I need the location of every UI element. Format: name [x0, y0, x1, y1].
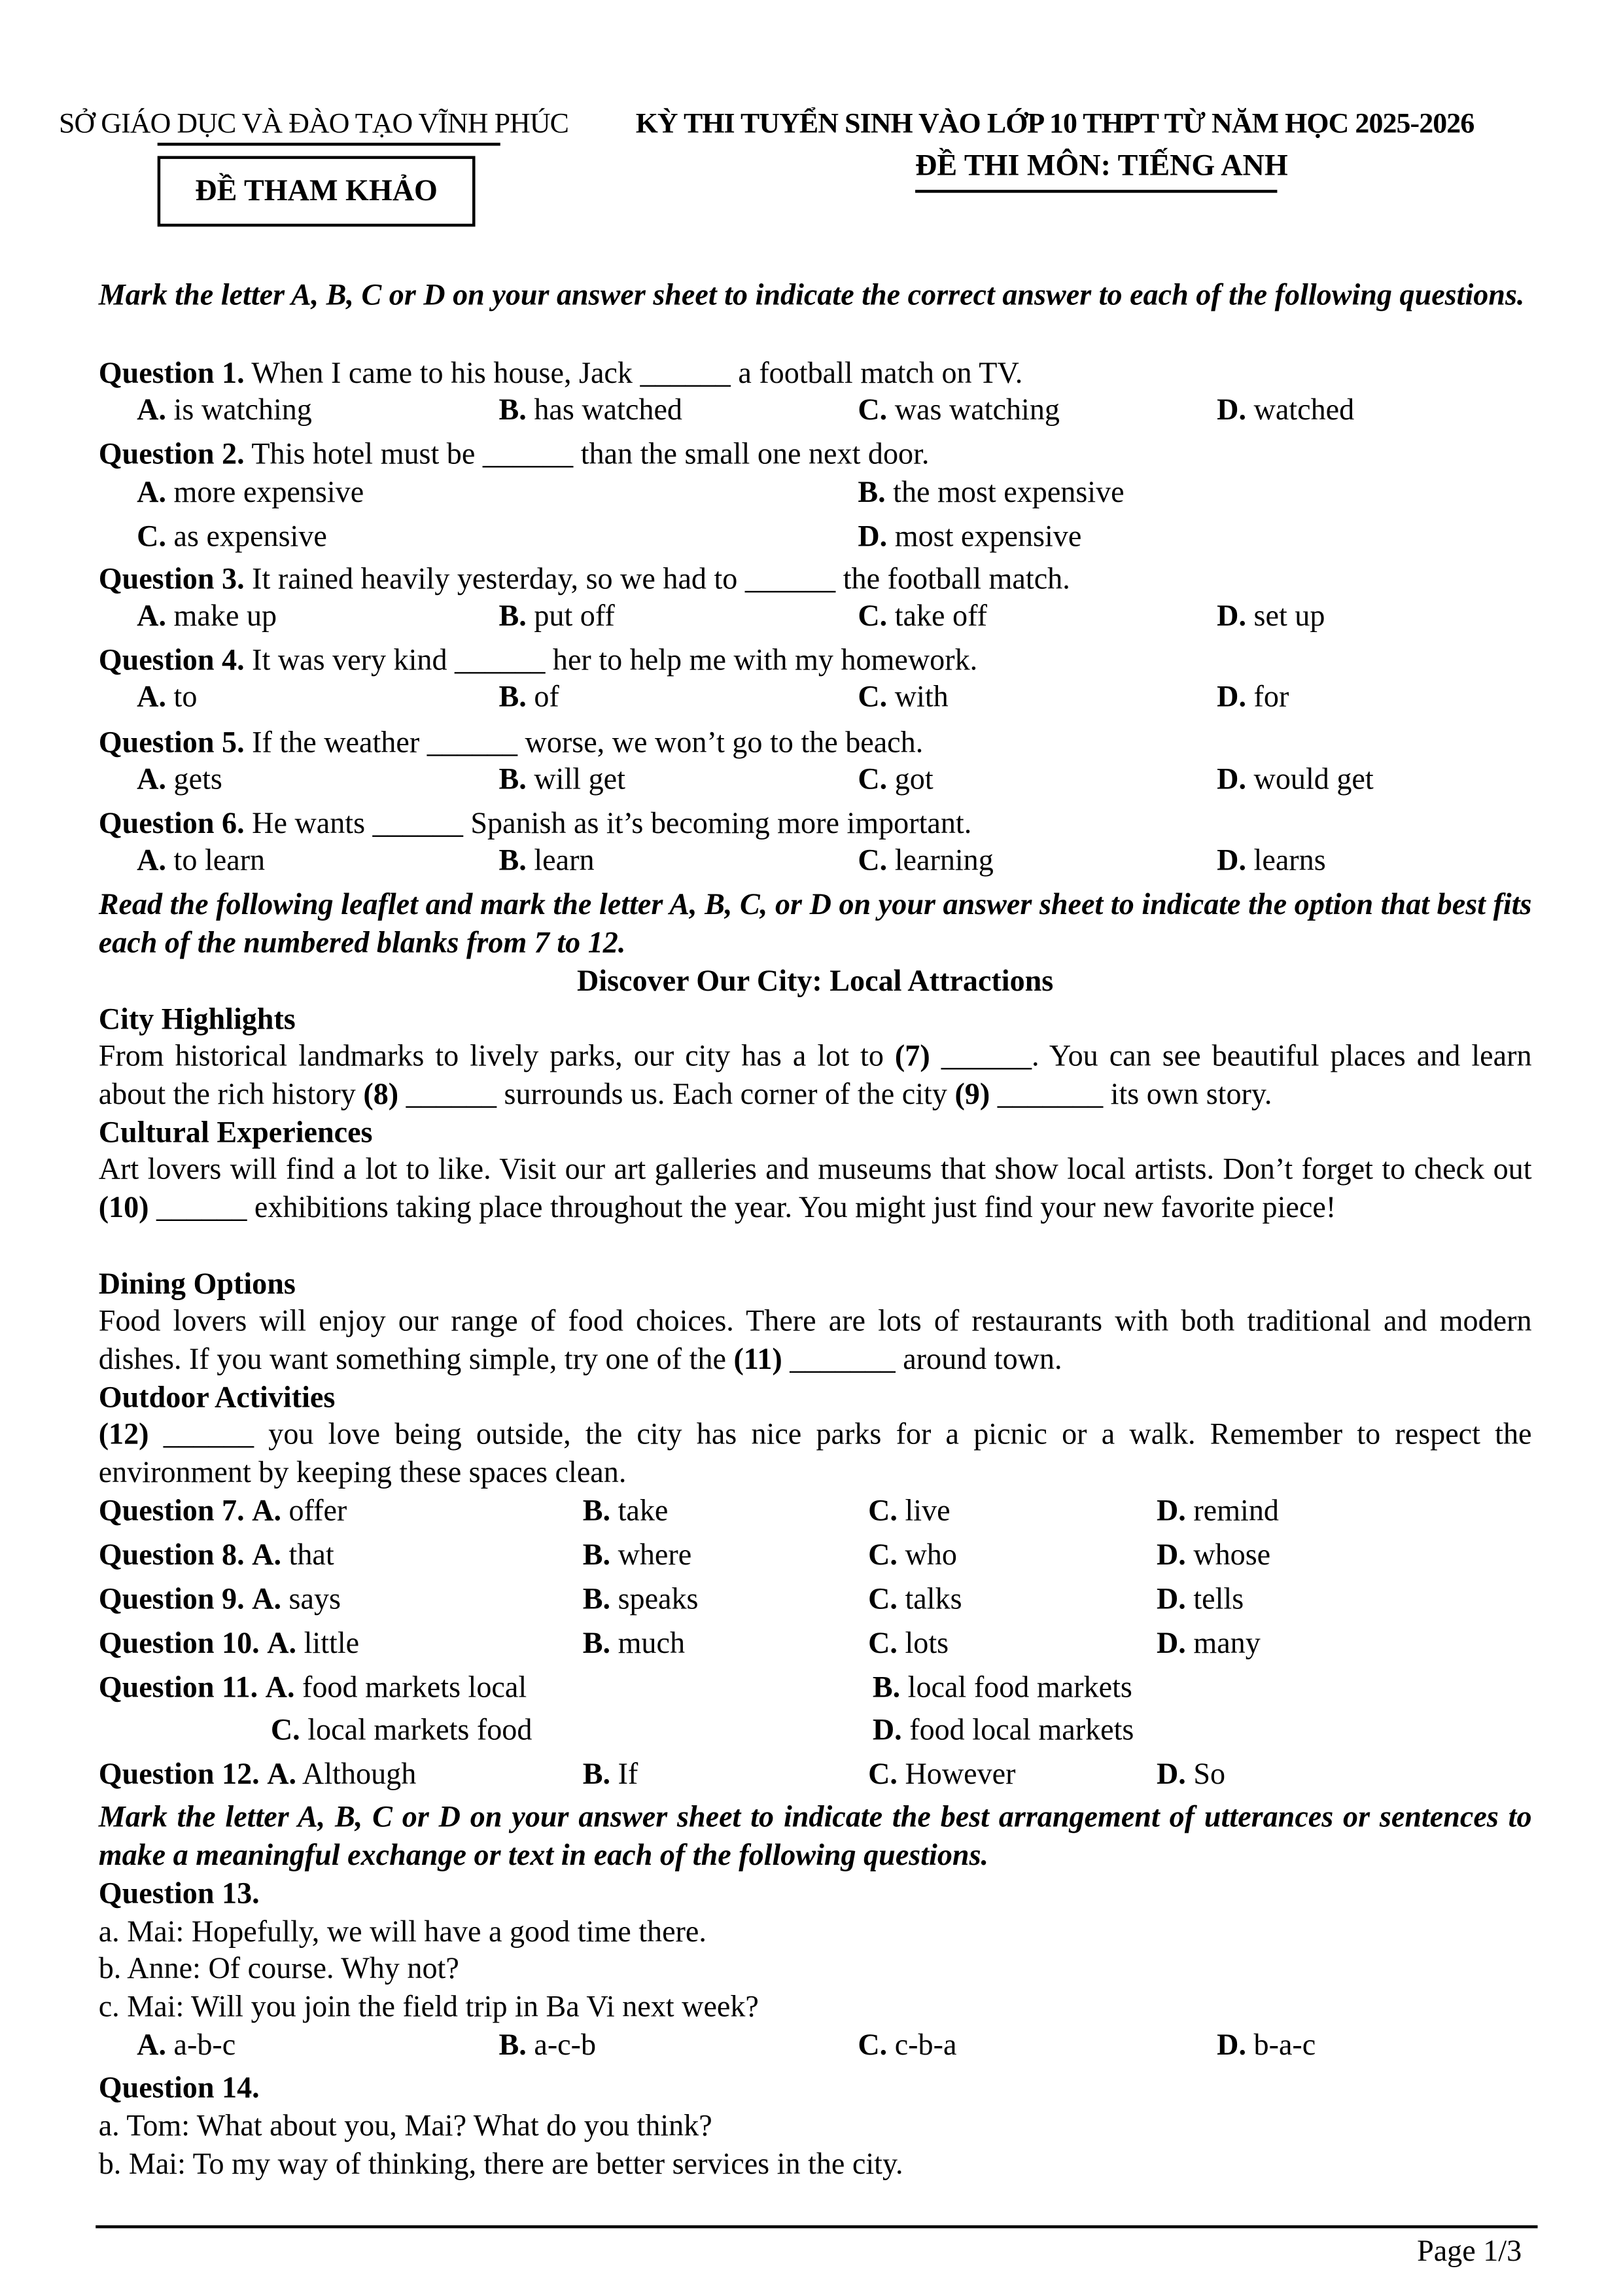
- option-letter: C.: [858, 764, 888, 796]
- option-text: the most expensive: [893, 476, 1125, 510]
- paragraph-outdoor: [99, 1417, 1532, 1493]
- option-b[interactable]: [499, 393, 682, 429]
- question-14-label: Question 14.: [98, 2072, 260, 2105]
- section3-instruction: Mark the letter A, B, C or D on your answer sheet to indicate the best arrangement of utterances or sentences to make a meaningful exchange or text in each of the following questions.: [98, 1801, 1532, 1872]
- option-text: who: [905, 1539, 957, 1572]
- reference-badge: [158, 156, 476, 226]
- text: Food lovers will enjoy our range of food choices. There are lots of restaurants with both traditional and modern dishes. If you want something simple, try one of the: [98, 1305, 1532, 1376]
- option-text: put off: [534, 600, 615, 633]
- option-text: would get: [1253, 764, 1374, 796]
- question-label: Question 11.: [98, 1672, 258, 1704]
- option-letter: D.: [1217, 764, 1247, 796]
- option-letter: C.: [868, 1539, 898, 1572]
- option-c[interactable]: [868, 1626, 949, 1661]
- option-b[interactable]: [858, 476, 1124, 511]
- option-letter: D.: [1217, 2029, 1247, 2062]
- option-text: is watching: [173, 394, 312, 427]
- question-stem: He wants ______ Spanish as it’s becoming more important.: [252, 807, 972, 841]
- option-a[interactable]: [137, 476, 364, 511]
- option-c[interactable]: [858, 843, 993, 879]
- question-label: Question 6.: [98, 807, 245, 841]
- question-1: [99, 356, 1023, 391]
- option-text: food local markets: [909, 1714, 1134, 1747]
- reference-label: ĐỀ THAM KHẢO: [195, 175, 438, 208]
- question-8[interactable]: [99, 1538, 334, 1574]
- option-text: watched: [1253, 394, 1355, 427]
- heading-city-highlights: City Highlights: [98, 1004, 296, 1036]
- option-letter: B.: [582, 1758, 611, 1792]
- question-stem: It rained heavily yesterday, so we had to ______ the football match.: [252, 563, 1070, 596]
- utterance: a. Mai: Hopefully, we will have a good time there.: [98, 1916, 707, 1949]
- option-b[interactable]: [499, 680, 559, 715]
- option-text: remind: [1193, 1495, 1279, 1528]
- option-d[interactable]: [1157, 1757, 1225, 1793]
- option-letter: B.: [582, 1539, 611, 1572]
- option-text: with: [894, 681, 949, 714]
- option-a[interactable]: [137, 680, 197, 715]
- option-letter: A.: [252, 1539, 282, 1572]
- option-b[interactable]: [499, 2028, 597, 2064]
- option-text: live: [905, 1495, 951, 1528]
- option-text: make up: [173, 600, 277, 633]
- question-3: [99, 562, 1070, 597]
- option-b[interactable]: [499, 843, 595, 879]
- question-5: [99, 726, 924, 761]
- option-letter: D.: [1156, 1627, 1186, 1661]
- option-letter: C.: [137, 521, 167, 554]
- paragraph-cultural: [99, 1152, 1532, 1228]
- option-letter: D.: [1217, 394, 1247, 427]
- option-text: b-a-c: [1253, 2029, 1316, 2062]
- section2-instruction: Read the following leaflet and mark the letter A, B, C, or D on your answer sheet to indicate the option that best fits each of the numbered blanks from 7 to 12.: [98, 889, 1532, 959]
- option-c[interactable]: [868, 1494, 951, 1529]
- text: ______. You can see beautiful places and learn about the rich history: [98, 1040, 1532, 1111]
- option-c[interactable]: [858, 599, 987, 634]
- option-letter: A.: [267, 1627, 297, 1661]
- question-4: [99, 643, 977, 679]
- option-text: many: [1193, 1627, 1261, 1661]
- option-text: learning: [894, 845, 994, 877]
- option-text: Although: [302, 1758, 417, 1792]
- question-label: Question 10.: [98, 1627, 260, 1661]
- question-2: [99, 437, 930, 472]
- option-text: got: [894, 764, 934, 796]
- option-text: a-b-c: [173, 2029, 236, 2062]
- option-text: for: [1253, 681, 1289, 714]
- option-letter: C.: [858, 2029, 888, 2062]
- option-letter: A.: [137, 764, 167, 796]
- option-text: If: [618, 1758, 638, 1792]
- option-d[interactable]: [858, 520, 1081, 555]
- utterance: b. Mai: To my way of thinking, there are better services in the city.: [98, 2148, 903, 2181]
- option-letter: C.: [868, 1583, 898, 1616]
- option-c[interactable]: [271, 1713, 532, 1748]
- question-label: Question 2.: [98, 438, 245, 471]
- option-b[interactable]: [583, 1757, 638, 1793]
- option-text: that: [288, 1539, 334, 1572]
- option-letter: A.: [137, 681, 167, 714]
- option-text: tells: [1193, 1583, 1244, 1616]
- question-label: Question 8.: [98, 1539, 245, 1572]
- option-text: more expensive: [173, 476, 364, 510]
- option-text: as expensive: [173, 521, 327, 554]
- option-letter: B.: [858, 476, 886, 510]
- question-stem: This hotel must be ______ than the small one next door.: [251, 438, 930, 471]
- question-stem: If the weather ______ worse, we won’t go to the beach.: [252, 727, 924, 760]
- option-text: most expensive: [894, 521, 1082, 554]
- option-text: So: [1193, 1758, 1226, 1792]
- option-letter: A.: [252, 1583, 282, 1616]
- question-label: Question 5.: [98, 727, 245, 760]
- option-d[interactable]: [1157, 1494, 1279, 1529]
- option-b[interactable]: [583, 1538, 692, 1574]
- option-d[interactable]: [873, 1713, 1134, 1748]
- option-letter: B.: [498, 600, 527, 633]
- option-d[interactable]: [1217, 393, 1354, 429]
- option-b[interactable]: [583, 1494, 669, 1529]
- option-letter: C.: [868, 1627, 898, 1661]
- text: From historical landmarks to lively parks, our city has a lot to: [98, 1040, 895, 1073]
- option-text: However: [905, 1758, 1016, 1792]
- text: ______ you love being outside, the city has nice parks for a picnic or a walk. Remember to respect the environment by keeping these spaces clean.: [98, 1419, 1532, 1489]
- option-letter: A.: [137, 2029, 167, 2062]
- option-text: will get: [534, 764, 625, 796]
- option-text: where: [618, 1539, 692, 1572]
- option-letter: B.: [582, 1627, 611, 1661]
- option-text: learns: [1253, 845, 1326, 877]
- question-11[interactable]: [99, 1670, 527, 1706]
- option-letter: B.: [582, 1583, 611, 1616]
- question-label: Question 4.: [98, 645, 245, 677]
- option-letter: A.: [137, 845, 167, 877]
- option-text: says: [288, 1583, 341, 1616]
- paragraph-city-highlights: [99, 1039, 1532, 1115]
- option-a[interactable]: [137, 599, 277, 634]
- option-a[interactable]: [137, 2028, 236, 2064]
- option-text: speaks: [618, 1583, 699, 1616]
- option-letter: A.: [137, 476, 167, 510]
- option-letter: D.: [1156, 1583, 1186, 1616]
- option-b[interactable]: [873, 1670, 1132, 1706]
- option-letter: A.: [267, 1758, 297, 1792]
- question-13-label: Question 13.: [98, 1878, 260, 1911]
- blank-number: (11): [733, 1343, 782, 1376]
- option-letter: A.: [137, 600, 167, 633]
- question-9[interactable]: [99, 1582, 341, 1617]
- heading-cultural: Cultural Experiences: [98, 1117, 373, 1150]
- option-letter: A.: [137, 394, 167, 427]
- utterance: b. Anne: Of course. Why not?: [98, 1952, 459, 1986]
- option-letter: A.: [265, 1672, 295, 1704]
- option-a[interactable]: [137, 393, 312, 429]
- question-label: Question 1.: [98, 357, 245, 391]
- option-letter: D.: [1217, 845, 1247, 877]
- option-c[interactable]: [858, 680, 948, 715]
- option-c[interactable]: [858, 762, 933, 798]
- subject-title: ĐỀ THI MÔN: TIẾNG ANH: [915, 150, 1288, 183]
- option-b[interactable]: [583, 1582, 699, 1617]
- department-name: SỞ GIÁO DỤC VÀ ĐÀO TẠO VĨNH PHÚC: [58, 109, 569, 140]
- option-letter: B.: [498, 2029, 527, 2062]
- option-letter: B.: [498, 394, 527, 427]
- option-letter: B.: [498, 845, 527, 877]
- exam-title: KỲ THI TUYỂN SINH VÀO LỚP 10 THPT TỪ NĂM HỌC 2025-2026: [635, 109, 1475, 140]
- option-c[interactable]: [858, 393, 1060, 429]
- option-b[interactable]: [583, 1626, 685, 1661]
- option-text: was watching: [894, 394, 1060, 427]
- question-12[interactable]: [99, 1757, 417, 1793]
- question-7[interactable]: [99, 1494, 347, 1529]
- option-text: set up: [1253, 600, 1325, 633]
- question-stem: It was very kind ______ her to help me with my homework.: [252, 645, 978, 677]
- option-c[interactable]: [137, 520, 327, 555]
- option-a[interactable]: [137, 762, 222, 798]
- paragraph-dining: [99, 1304, 1532, 1380]
- question-stem: When I came to his house, Jack ______ a football match on TV.: [251, 357, 1023, 391]
- option-text: take: [618, 1495, 669, 1528]
- option-text: c-b-a: [894, 2029, 957, 2062]
- option-letter: B.: [498, 764, 527, 796]
- text: _______ around town.: [782, 1343, 1062, 1376]
- section1-instruction: Mark the letter A, B, C or D on your answer sheet to indicate the correct answer to each of the following questions.: [98, 279, 1525, 312]
- question-label: Question 9.: [98, 1583, 245, 1616]
- question-label: Question 7.: [98, 1495, 245, 1528]
- blank-number: (7): [894, 1040, 930, 1073]
- option-text: local markets food: [307, 1714, 532, 1747]
- option-letter: B.: [582, 1495, 611, 1528]
- blank-number: (8): [363, 1078, 399, 1111]
- option-d[interactable]: [1217, 599, 1325, 634]
- blank-number: (12): [98, 1419, 149, 1451]
- text: ______ surrounds us. Each corner of the city: [398, 1078, 955, 1111]
- text: Art lovers will find a lot to like. Visit our art galleries and museums that show local artists. Don’t forget to check out: [98, 1154, 1532, 1186]
- footer-rule: [96, 2225, 1537, 2227]
- heading-dining: Dining Options: [98, 1268, 296, 1301]
- option-letter: D.: [1156, 1495, 1186, 1528]
- question-10[interactable]: [99, 1626, 359, 1661]
- option-letter: C.: [270, 1714, 300, 1747]
- option-b[interactable]: [499, 599, 615, 634]
- blank-number: (9): [954, 1078, 990, 1111]
- option-letter: D.: [872, 1714, 902, 1747]
- option-letter: C.: [868, 1495, 898, 1528]
- option-letter: C.: [858, 845, 888, 877]
- option-text: lots: [905, 1627, 949, 1661]
- option-letter: B.: [872, 1672, 901, 1704]
- option-d[interactable]: [1157, 1626, 1261, 1661]
- option-letter: D.: [1217, 600, 1247, 633]
- option-c[interactable]: [868, 1582, 962, 1617]
- option-text: to: [173, 681, 198, 714]
- option-text: to learn: [173, 845, 266, 877]
- option-d[interactable]: [1217, 2028, 1316, 2064]
- option-a[interactable]: [137, 843, 265, 879]
- option-text: gets: [173, 764, 222, 796]
- utterance: a. Tom: What about you, Mai? What do you think?: [98, 2110, 712, 2143]
- option-text: whose: [1193, 1539, 1271, 1572]
- option-letter: D.: [1156, 1539, 1186, 1572]
- option-text: local food markets: [907, 1672, 1132, 1704]
- option-d[interactable]: [1157, 1582, 1244, 1617]
- option-text: offer: [288, 1495, 347, 1528]
- option-letter: D.: [1156, 1758, 1186, 1792]
- option-text: a-c-b: [534, 2029, 597, 2062]
- option-d[interactable]: [1217, 680, 1289, 715]
- option-d[interactable]: [1217, 843, 1325, 879]
- subject-underline: [915, 190, 1277, 192]
- option-text: talks: [905, 1583, 962, 1616]
- text: _______ its own story.: [990, 1078, 1272, 1111]
- option-c[interactable]: [868, 1538, 957, 1574]
- blank-number: (10): [98, 1192, 149, 1224]
- option-c[interactable]: [858, 2028, 956, 2064]
- option-letter: C.: [858, 600, 888, 633]
- option-d[interactable]: [1217, 762, 1374, 798]
- option-text: take off: [894, 600, 987, 633]
- option-c[interactable]: [868, 1757, 1015, 1793]
- leaflet-title: Discover Our City: Local Attractions: [576, 965, 1054, 998]
- option-b[interactable]: [499, 762, 625, 798]
- question-label: Question 12.: [98, 1758, 260, 1792]
- option-letter: C.: [868, 1758, 898, 1792]
- option-text: food markets local: [302, 1672, 527, 1704]
- heading-outdoor: Outdoor Activities: [98, 1382, 336, 1415]
- header-underline: [158, 143, 500, 145]
- option-letter: B.: [498, 681, 527, 714]
- option-text: of: [534, 681, 559, 714]
- question-label: Question 3.: [98, 563, 245, 596]
- page-number: Page 1/3: [1417, 2235, 1522, 2269]
- option-text: learn: [534, 845, 595, 877]
- option-letter: C.: [858, 681, 888, 714]
- option-text: has watched: [534, 394, 682, 427]
- option-text: much: [618, 1627, 686, 1661]
- option-letter: C.: [858, 394, 888, 427]
- option-d[interactable]: [1157, 1538, 1270, 1574]
- utterance: c. Mai: Will you join the field trip in Ba Vi next week?: [98, 1991, 759, 2024]
- option-text: little: [304, 1627, 360, 1661]
- question-6: [99, 807, 972, 842]
- option-letter: D.: [858, 521, 888, 554]
- option-letter: A.: [252, 1495, 282, 1528]
- text: ______ exhibitions taking place throughout the year. You might just find your new favorite piece!: [148, 1192, 1336, 1224]
- option-letter: D.: [1217, 681, 1247, 714]
